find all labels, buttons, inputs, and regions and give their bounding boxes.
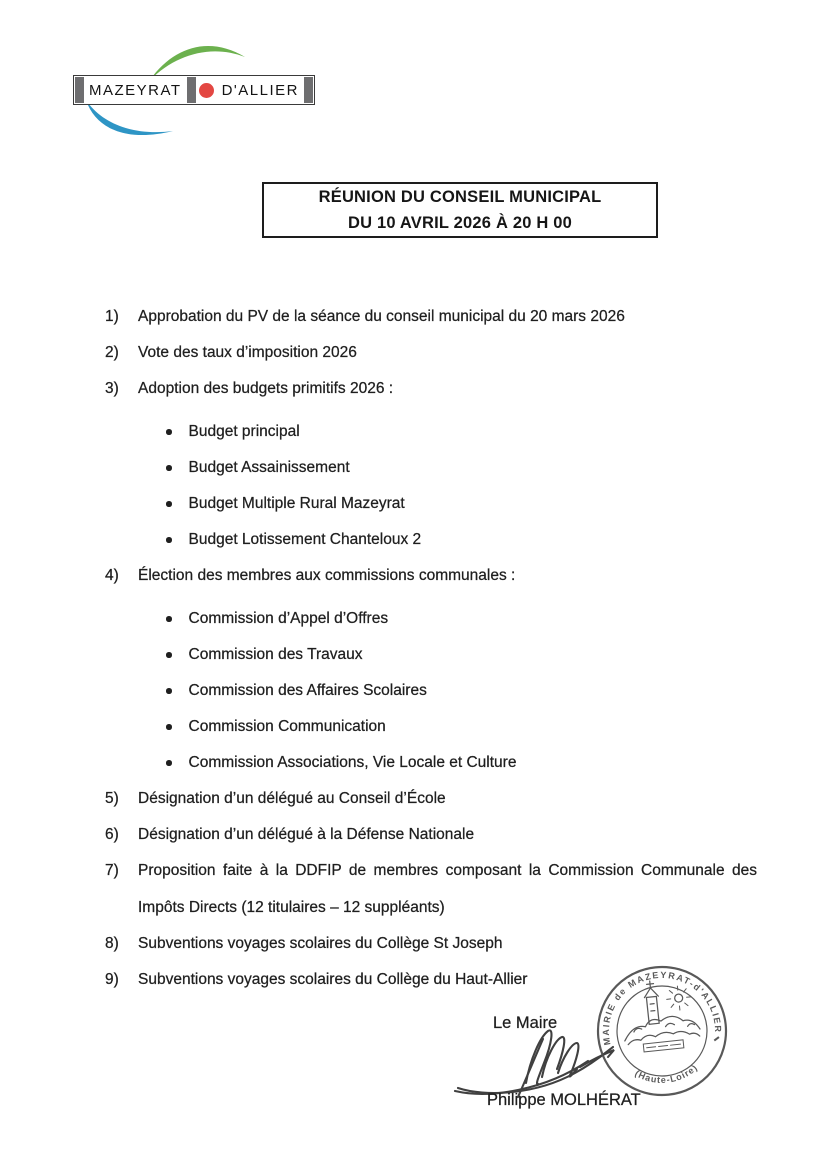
agenda-item-number: 6)	[105, 826, 119, 843]
stamp-arc-top-text: MAIRIE de MAZEYRAT-d'ALLIER	[600, 969, 724, 1046]
agenda-bullet-text: Commission d’Appel d’Offres	[188, 610, 389, 627]
agenda-item-number: 2)	[105, 344, 119, 361]
bullet-icon	[166, 537, 172, 543]
agenda-item	[105, 817, 757, 853]
agenda-item-number: 5)	[105, 790, 119, 807]
bullet-icon	[166, 465, 172, 471]
agenda-item-number: 7)	[105, 862, 119, 879]
agenda-bullet-text: Budget Multiple Rural Mazeyrat	[188, 495, 405, 512]
agenda-item	[105, 299, 757, 335]
agenda-item-text: Proposition faite à la DDFIP de membres composant la Commission Communale des Impôts Directs (12 titulaires – 12 suppléants)	[138, 862, 757, 916]
meeting-title-line2: DU 10 AVRIL 2026 À 20 H 00	[347, 214, 573, 232]
agenda-bullet-item	[166, 745, 757, 781]
bullet-icon	[166, 501, 172, 507]
agenda-bullet-text: Commission Associations, Vie Locale et Culture	[188, 754, 517, 771]
bullet-icon	[166, 616, 172, 622]
logo-text-band	[73, 75, 315, 105]
agenda-list	[105, 299, 757, 998]
agenda-item-text: Subventions voyages scolaires du Collège St Joseph	[138, 935, 503, 952]
agenda-sublist	[105, 601, 757, 781]
bullet-icon	[166, 429, 172, 435]
agenda-bullet-item	[166, 522, 757, 558]
mairie-round-stamp	[594, 963, 730, 1099]
agenda-bullet-item	[166, 637, 757, 673]
logo-gray-bar	[75, 77, 84, 103]
agenda-item	[105, 781, 757, 817]
agenda-item-number: 9)	[105, 971, 119, 988]
agenda-item-text: Approbation du PV de la séance du conseil municipal du 20 mars 2026	[138, 308, 625, 325]
agenda-bullet-item	[166, 486, 757, 522]
logo-gray-bar	[304, 77, 313, 103]
bullet-icon	[166, 760, 172, 766]
agenda-item-number: 1)	[105, 308, 119, 325]
agenda-item-number: 4)	[105, 567, 119, 584]
logo-word-mazeyrat: MAZEYRAT	[89, 81, 182, 99]
agenda-bullet-item	[166, 450, 757, 486]
meeting-title-line1: RÉUNION DU CONSEIL MUNICIPAL	[318, 188, 602, 206]
agenda-item	[105, 853, 757, 926]
bullet-icon	[166, 724, 172, 730]
bullet-icon	[166, 688, 172, 694]
agenda-item-text: Subventions voyages scolaires du Collège du Haut-Allier	[138, 971, 528, 988]
agenda-item-text: Vote des taux d’imposition 2026	[138, 344, 357, 361]
agenda-item	[105, 371, 757, 407]
agenda-item-text: Élection des membres aux commissions communales :	[138, 567, 516, 584]
agenda-item-text: Désignation d’un délégué à la Défense Nationale	[138, 826, 475, 843]
agenda-item	[105, 335, 757, 371]
agenda-item-number: 3)	[105, 380, 119, 397]
agenda-item-text: Désignation d’un délégué au Conseil d’École	[138, 790, 446, 807]
agenda-bullet-text: Budget Lotissement Chanteloux 2	[188, 531, 422, 548]
bullet-icon	[166, 652, 172, 658]
agenda-bullet-text: Budget principal	[188, 423, 300, 440]
agenda-bullet-text: Commission des Travaux	[188, 646, 363, 663]
agenda-bullet-item	[166, 414, 757, 450]
agenda-item-number: 8)	[105, 935, 119, 952]
agenda-item	[105, 558, 757, 594]
signature-name: Philippe MOLHÉRAT	[487, 1091, 641, 1109]
commune-logo	[70, 38, 299, 143]
agenda-bullet-text: Commission Communication	[188, 718, 386, 735]
agenda-bullet-item	[166, 673, 757, 709]
logo-gray-bar	[187, 77, 196, 103]
agenda-bullet-text: Budget Assainissement	[188, 459, 350, 476]
agenda-bullet-item	[166, 709, 757, 745]
agenda-sublist	[105, 414, 757, 558]
meeting-title-box	[262, 182, 658, 238]
agenda-bullet-text: Commission des Affaires Scolaires	[188, 682, 427, 699]
logo-red-dot-icon	[199, 83, 214, 98]
logo-word-dallier: D'ALLIER	[221, 81, 299, 99]
agenda-item-text: Adoption des budgets primitifs 2026 :	[138, 380, 394, 397]
signature-role-label: Le Maire	[493, 1014, 558, 1032]
agenda-bullet-item	[166, 601, 757, 637]
stamp-arc-bottom-text: (Haute-Loire)	[633, 1062, 700, 1086]
agenda-item	[105, 926, 757, 962]
